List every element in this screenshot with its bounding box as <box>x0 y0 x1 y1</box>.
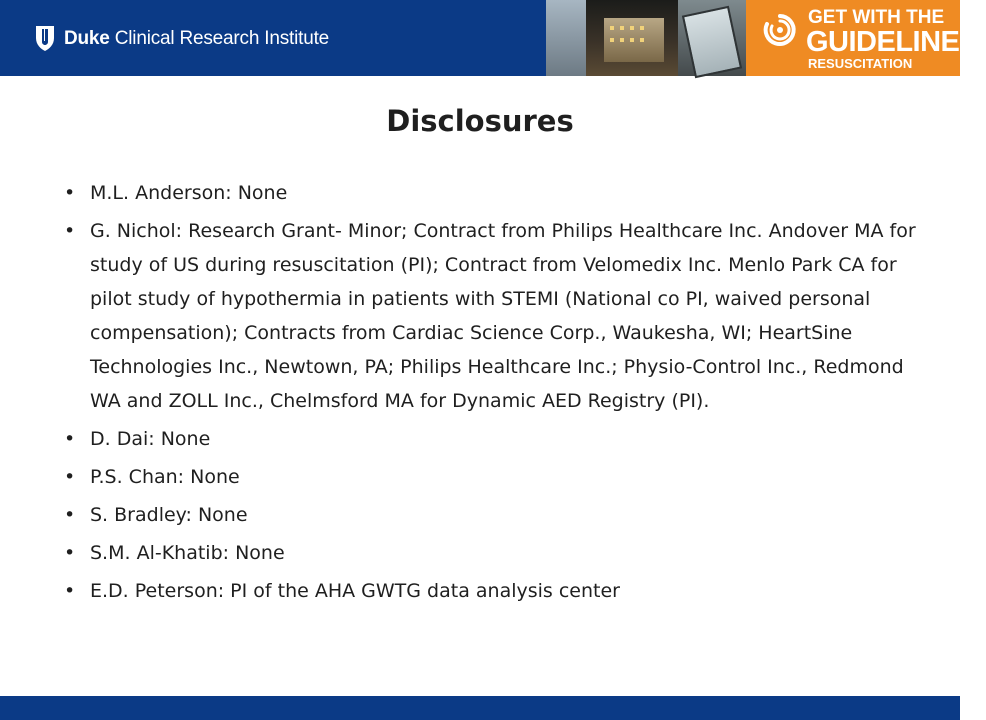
photo-hallway <box>546 0 586 76</box>
building-window <box>640 38 644 42</box>
guidelines-line3: RESUSCITATION <box>808 56 913 71</box>
header-photo-strip <box>546 0 746 76</box>
disclosure-list <box>60 176 920 612</box>
building-window <box>620 26 624 30</box>
get-with-the-guidelines-logo <box>746 0 986 76</box>
duke-shield-icon <box>34 24 56 52</box>
slide-title: Disclosures <box>386 104 574 138</box>
guidelines-line2: GUIDELINES. <box>806 26 986 58</box>
photo-building <box>586 0 678 76</box>
disclosure-item: • S. Bradley: None <box>60 498 920 532</box>
tablet-device <box>682 6 742 79</box>
disclosure-item: • P.S. Chan: None <box>60 460 920 494</box>
building-window <box>630 38 634 42</box>
guidelines-swirl-icon <box>760 10 800 50</box>
brand-name-bold: Duke <box>64 27 110 49</box>
building-window <box>630 26 634 30</box>
photo-tablet <box>678 0 746 76</box>
building-window <box>620 38 624 42</box>
disclosure-item: • G. Nichol: Research Grant- Minor; Contract from Philips Healthcare Inc. Andover MA for study of US during resuscitation (PI); Contract from Velomedix Inc. Menlo Park CA for pilot study of hypothermia in patients with STEMI (National co PI, waived personal compensation); Contracts from Cardiac Science Corp., Waukesha, WI; HeartSine Technologies Inc., Newtown, PA; Philips Healthcare Inc.; Physio-Control Inc., Redmond WA and ZOLL Inc., Chelmsford MA for Dynamic AED Registry (PI). <box>60 214 920 418</box>
duke-brand <box>34 24 329 52</box>
disclosure-item: • S.M. Al-Khatib: None <box>60 536 920 570</box>
building-window <box>610 38 614 42</box>
disclosure-item: • M.L. Anderson: None <box>60 176 920 210</box>
disclosure-item: • E.D. Peterson: PI of the AHA GWTG data analysis center <box>60 574 920 608</box>
brand-name <box>64 29 329 48</box>
disclosure-item: • D. Dai: None <box>60 422 920 456</box>
footer-bar <box>0 696 960 720</box>
building-window <box>640 26 644 30</box>
header-bar <box>0 0 986 76</box>
guidelines-line1: GET WITH THE <box>808 7 945 28</box>
building-window <box>610 26 614 30</box>
brand-name-rest: Clinical Research Institute <box>114 27 330 49</box>
